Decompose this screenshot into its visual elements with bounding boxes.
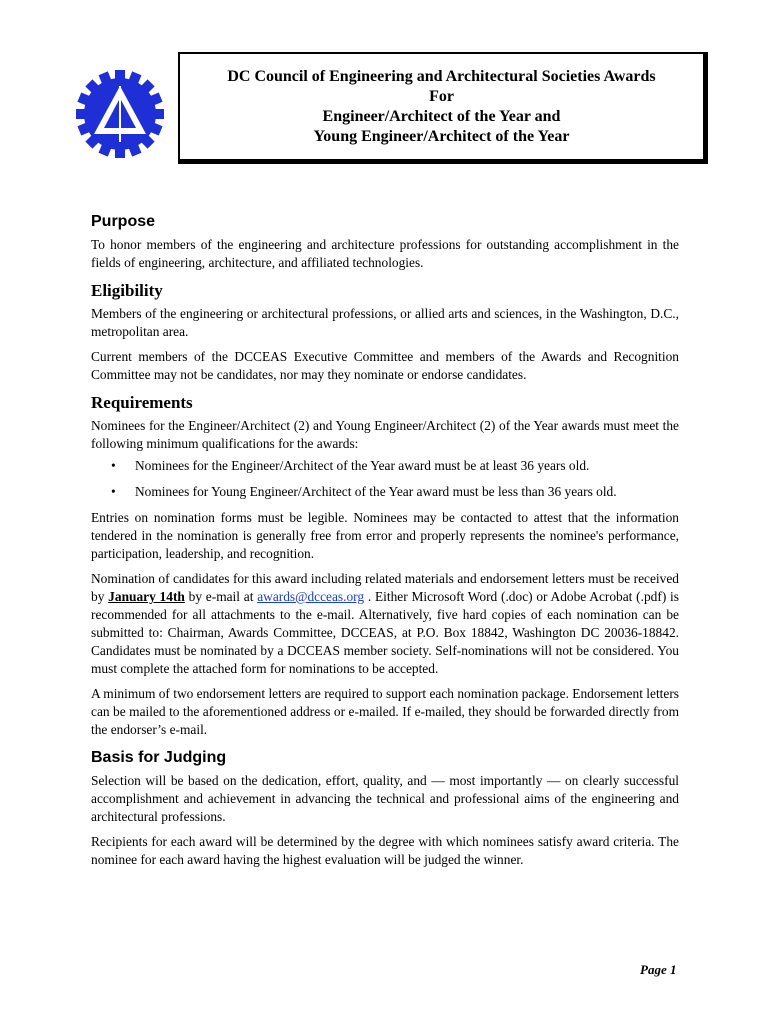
eligibility-text-2: Current members of the DCCEAS Executive Committee and members of the Awards and Recognition Committee may not be candidates, nor may they nominate or endorse candidates. — [91, 349, 679, 382]
eligibility-text-1: Members of the engineering or architectural professions, or allied arts and sciences, in the Washington, D.C., metropolitan area. — [91, 306, 679, 339]
purpose-text: To honor members of the engineering and architecture professions for outstanding accomplishment in the fields of engineering, architecture, and affiliated technologies. — [91, 237, 679, 270]
requirements-intro: Nominees for the Engineer/Architect (2) and Young Engineer/Architect (2) of the Year awards must meet the following minimum qualifications for the awards: — [91, 418, 679, 451]
deadline-date: January 14th — [108, 589, 185, 604]
judging-text-1: Selection will be based on the dedication, effort, quality, and — most importantly — on clearly successful accomplishment and achievement in advancing the technical and professional aims of the engineering and architectural professions. — [91, 773, 679, 824]
requirements-heading: Requirements — [91, 393, 193, 412]
purpose-heading: Purpose — [91, 213, 156, 230]
title-line-1: DC Council of Engineering and Architectural Societies Awards — [227, 67, 656, 85]
legibility-text: Entries on nomination forms must be legible. Nominees may be contacted to attest that the information tendered in the nomination is generally free from error and properly represents the nominee's performance, participation, leadership, and recognition. — [91, 510, 679, 561]
bullet-icon: • — [111, 458, 116, 473]
document-body — [91, 212, 679, 869]
endorsement-text: A minimum of two endorsement letters are required to support each nomination package. Endorsement letters can be mailed to the aforementioned address or e-mailed. If e-mailed, they should be forwarded directly from the endorser’s e-mail. — [91, 686, 679, 737]
nomination-text: Nomination of candidates for this award including related materials and endorsement letters must be received by January 14th by e-mail at awards@dcceas.org . Either Microsoft Word (.doc) or Adobe Acrobat (.pdf) is recommended for all attachments to the e-mail. Alternatively, five hard copies of each nomination can be submitted to: Chairman, Awards Committee, DCCEAS, at P.O. Box 18842, Washington DC 20036-18842. Candidates must be nominated by a DCCEAS member society. Self-nominations will not be considered. You must complete the attached form for nominations to be accepted. — [91, 571, 679, 676]
gear-triangle-logo-icon — [70, 64, 170, 164]
email-link[interactable]: awards@dcceas.org — [257, 589, 365, 604]
list-item: • Nominees for the Engineer/Architect of the Year award must be at least 36 years old. — [111, 458, 590, 473]
title-line-3: Engineer/Architect of the Year and — [322, 107, 561, 125]
eligibility-heading: Eligibility — [91, 281, 163, 300]
page-number: Page 1 — [640, 962, 677, 977]
title-line-2: For — [429, 87, 454, 105]
title-line-4: Young Engineer/Architect of the Year — [313, 127, 570, 145]
judging-heading: Basis for Judging — [91, 749, 227, 766]
list-item: • Nominees for Young Engineer/Architect of the Year award must be less than 36 years old. — [111, 484, 617, 499]
bullet-icon: • — [111, 484, 116, 499]
judging-text-2: Recipients for each award will be determined by the degree with which nominees satisfy award criteria. The nominee for each award having the highest evaluation will be judged the winner. — [91, 834, 679, 867]
requirements-list — [91, 457, 679, 501]
title-box — [178, 52, 708, 164]
